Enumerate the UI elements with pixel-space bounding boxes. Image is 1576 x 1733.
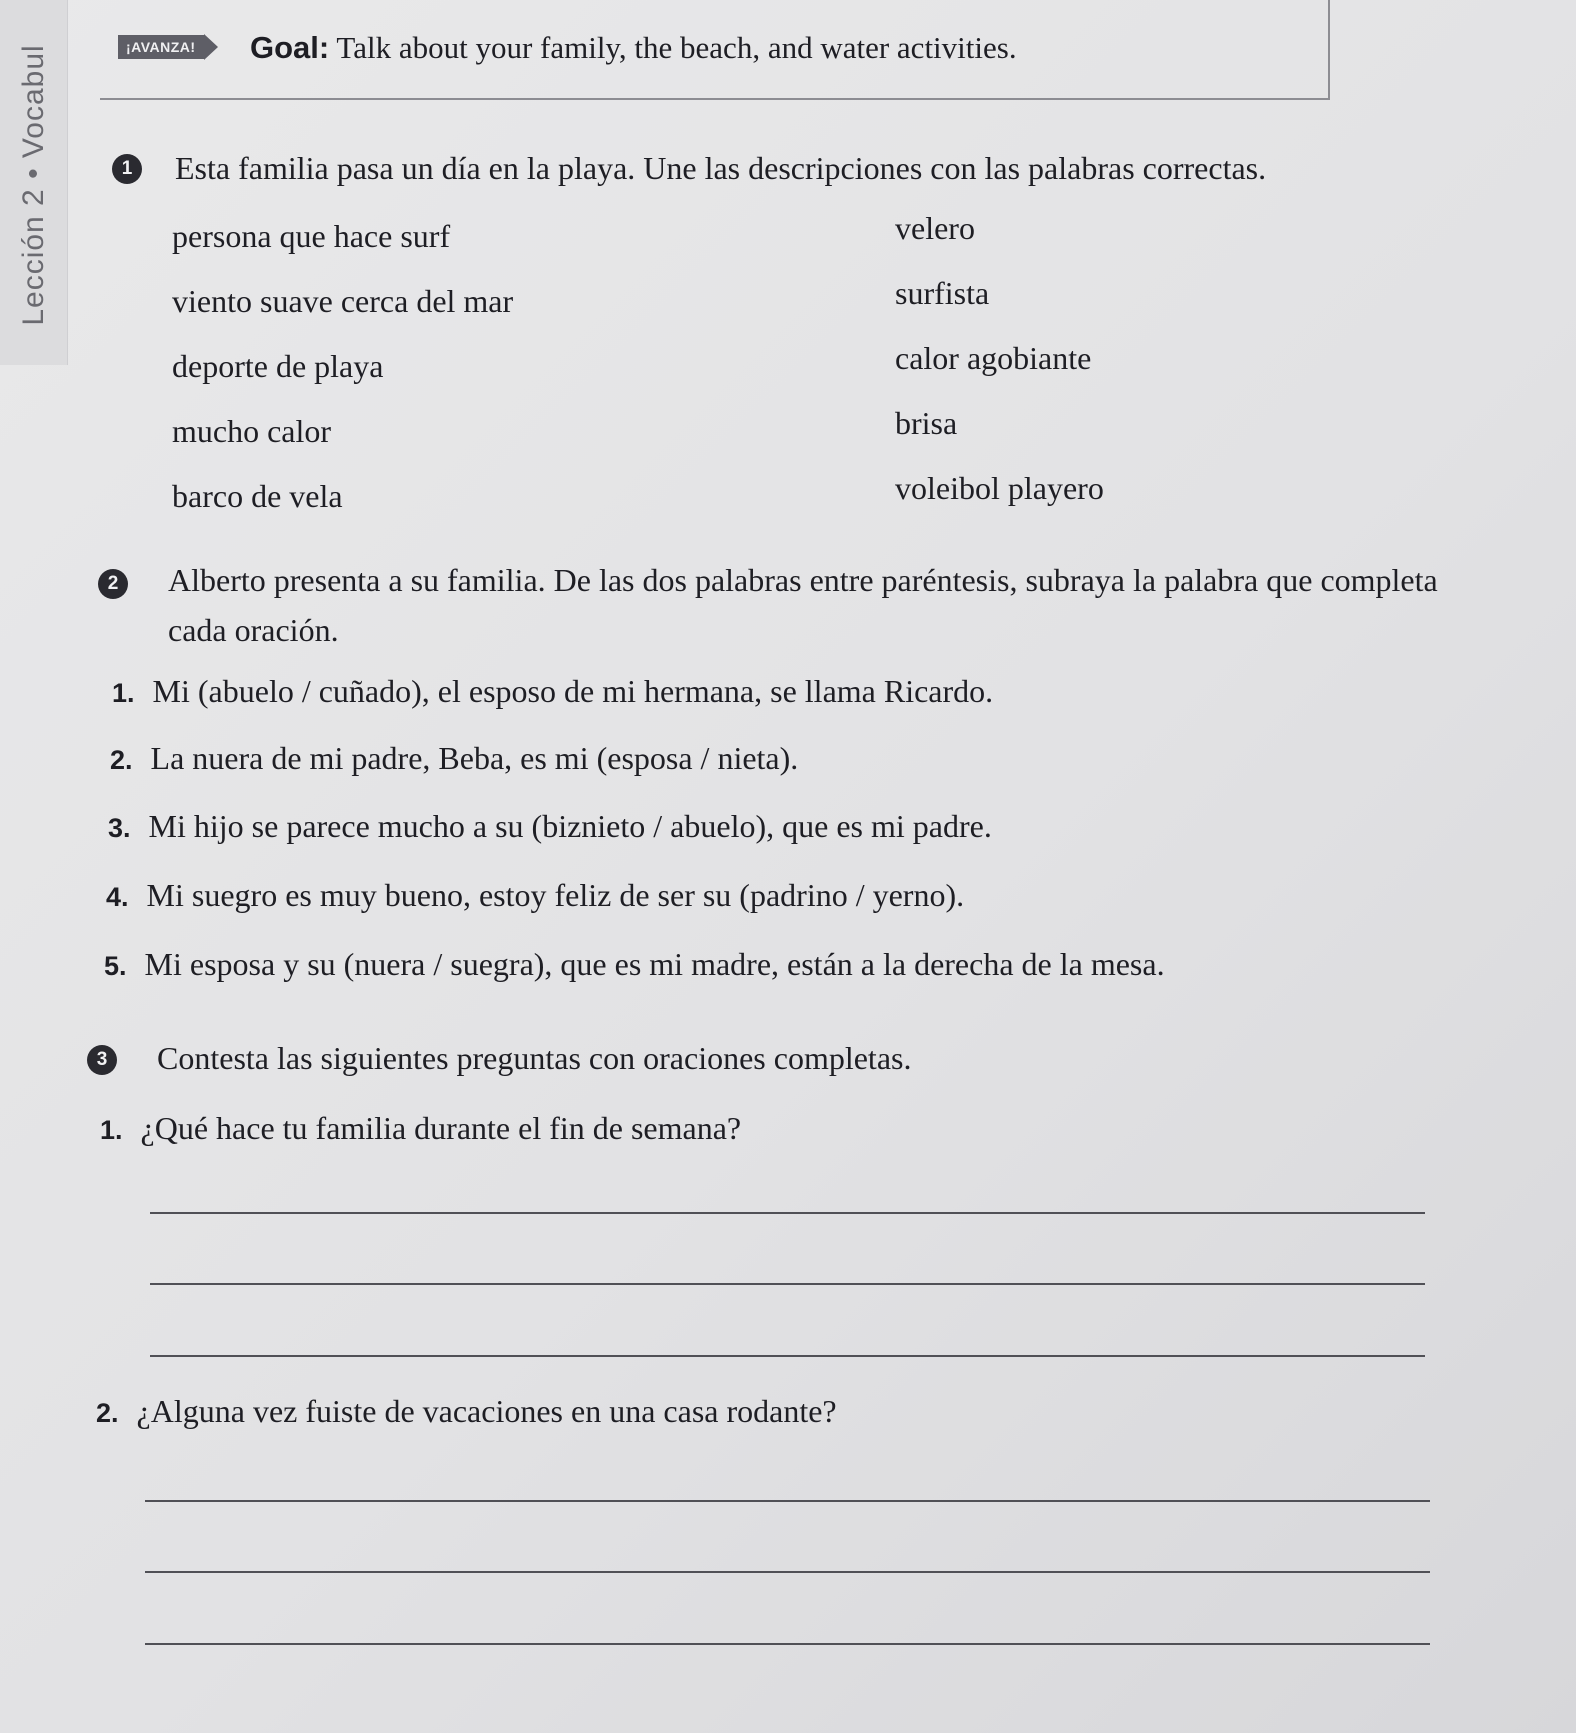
goal-statement [250,30,1017,66]
description-4: mucho calor [172,413,332,449]
sentence-text: Mi suegro es muy bueno, estoy feliz de ser su (padrino / yerno). [146,877,965,913]
question-text: ¿Alguna vez fuiste de vacaciones en una casa rodante? [136,1393,837,1429]
word-option-2: surfista [895,275,990,311]
question-1 [100,1110,741,1147]
sentence-item-3 [108,808,992,845]
question-text: ¿Qué hace tu familia durante el fin de semana? [140,1110,742,1146]
goal-text: Talk about your family, the beach, and water activities. [329,30,1017,65]
avanza-badge [118,34,218,60]
sentence-item-2 [110,740,798,777]
word-option-3: calor agobiante [895,340,1092,376]
side-tab [0,0,68,365]
section-1-number-badge: 1 [112,154,142,184]
badge-arrow-icon [204,34,218,60]
section-2-instruction: Alberto presenta a su familia. De las dos palabras entre paréntesis, subraya la palabra que completa cada oración. [168,562,1438,648]
goal-label: Goal: [250,30,330,65]
answer-line[interactable] [150,1283,1425,1285]
description-2: viento suave cerca del mar [172,283,514,319]
question-number: 1. [100,1115,123,1145]
sentence-item-5 [104,946,1165,983]
answer-line[interactable] [145,1571,1430,1573]
sentence-number: 5. [104,951,127,981]
question-2 [96,1393,837,1430]
answer-line[interactable] [145,1500,1430,1502]
sentence-item-4 [106,877,964,914]
answer-line[interactable] [150,1355,1425,1357]
description-3: deporte de playa [172,348,384,384]
sentence-number: 2. [110,745,133,775]
section-3-instruction: Contesta las siguientes preguntas con oraciones completas. [157,1040,912,1076]
word-option-5: voleibol playero [895,470,1104,506]
sentence-text: La nuera de mi padre, Beba, es mi (esposa / nieta). [150,740,799,776]
sentence-text: Mi hijo se parece mucho a su (biznieto / abuelo), que es mi padre. [148,808,992,844]
sentence-number: 3. [108,813,131,843]
sentence-item-1 [112,673,993,710]
side-tab-label: Lección 2 • Vocabul [17,44,50,326]
section-3-number-badge: 3 [87,1045,117,1075]
sentence-number: 4. [106,882,129,912]
sentence-number: 1. [112,678,135,708]
word-option-1: velero [895,210,975,246]
answer-line[interactable] [150,1212,1425,1214]
section-2-number-badge: 2 [98,569,128,599]
description-5: barco de vela [172,478,343,514]
avanza-badge-text: ¡AVANZA! [118,35,204,59]
word-option-4: brisa [895,405,958,441]
answer-line[interactable] [145,1643,1430,1645]
section-1-instruction: Esta familia pasa un día en la playa. Une las descripciones con las palabras correctas. [175,150,1267,186]
description-1: persona que hace surf [172,218,451,254]
sentence-text: Mi esposa y su (nuera / suegra), que es mi madre, están a la derecha de la mesa. [144,946,1165,982]
sentence-text: Mi (abuelo / cuñado), el esposo de mi hermana, se llama Ricardo. [152,673,994,709]
question-number: 2. [96,1398,119,1428]
